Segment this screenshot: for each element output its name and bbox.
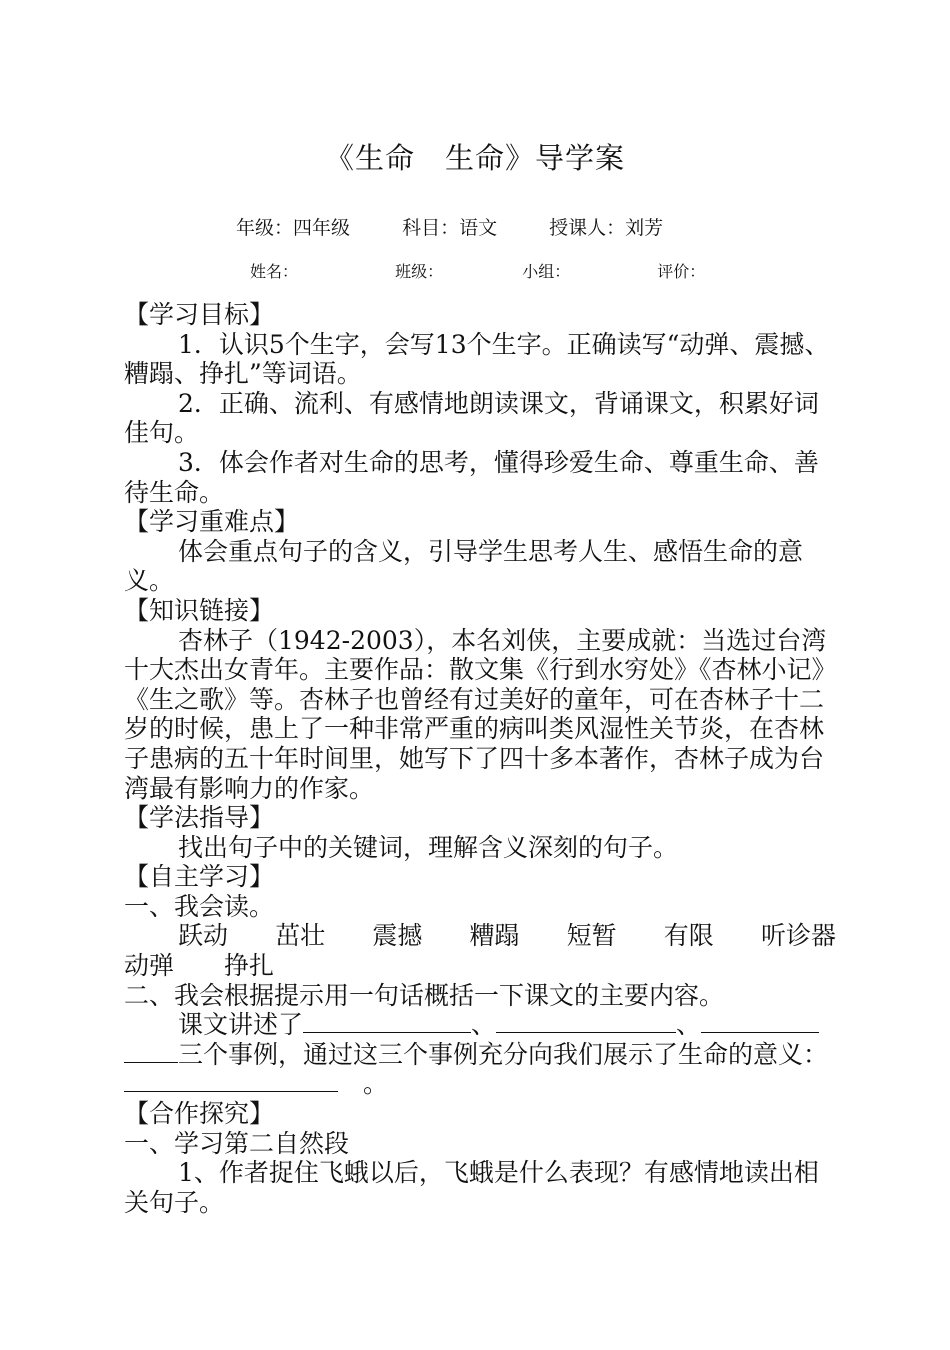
vocab-word: 听诊器	[760, 921, 836, 951]
vocab-word: 动弹	[124, 951, 175, 981]
student-fields	[250, 259, 705, 282]
fill-in-exercise	[124, 1010, 836, 1099]
vocab-word: 震撼	[372, 921, 423, 951]
teacher-label: 授课人：刘芳	[549, 217, 664, 239]
subject-label: 科目：语文	[402, 217, 498, 239]
self-study-question-1: 一、我会读。	[124, 891, 275, 921]
vocab-word: 糟蹋	[469, 921, 520, 951]
knowledge-link-heading: 【知识链接】	[124, 595, 275, 625]
goals-heading: 【学习目标】	[124, 300, 275, 329]
cooperative-heading: 【合作探究】	[124, 1099, 275, 1129]
vocab-word: 挣扎	[223, 951, 274, 981]
group-field-label: 小组：	[522, 262, 571, 281]
grade-label: 年级：四年级	[236, 217, 351, 239]
vocab-word: 短暂	[566, 921, 617, 951]
answer-blank[interactable]	[124, 1040, 178, 1063]
answer-blank[interactable]	[303, 1010, 471, 1033]
cooperative-subquestion: 1、作者捉住飞蛾以后，飞蛾是什么表现？有感情地读出相关句子。	[124, 1158, 819, 1217]
vocab-word: 茁壮	[275, 921, 326, 951]
key-points-heading: 【学习重难点】	[124, 507, 300, 537]
goal-item: 3．体会作者对生命的思考，懂得珍爱生命、尊重生命、善待生命。	[124, 447, 819, 507]
vocab-row	[124, 951, 836, 981]
self-study-heading: 【自主学习】	[124, 862, 275, 892]
class-field-label: 班级：	[395, 262, 444, 281]
fill-text: 课文讲述了	[178, 1010, 304, 1040]
vocab-row	[124, 921, 836, 951]
goal-item: 1．认识5个生字，会写13个生字。正确读写“动弹、震撼、糟蹋、挣扎”等词语。	[124, 329, 830, 389]
meta-line	[236, 213, 663, 240]
method-heading: 【学法指导】	[124, 803, 275, 833]
document-body	[124, 300, 836, 1217]
cooperative-question-1: 一、学习第二自然段	[124, 1128, 350, 1158]
evaluation-field-label: 评价：	[657, 262, 706, 281]
vocab-word: 跃动	[178, 921, 229, 951]
name-field-label: 姓名：	[250, 262, 299, 281]
page-title: 《生命 生命》导学案	[324, 141, 625, 175]
key-points-text: 体会重点句子的含义，引导学生思考人生、感悟生命的意义。	[124, 536, 804, 596]
fill-separator: 、	[471, 1010, 497, 1040]
method-text: 找出句子中的关键词，理解含义深刻的句子。	[178, 832, 679, 862]
fill-end: 。	[363, 1069, 389, 1099]
self-study-question-2: 二、我会根据提示用一句话概括一下课文的主要内容。	[124, 980, 725, 1010]
fill-separator: 、	[676, 1010, 702, 1040]
fill-text: 三个事例，通过这三个事例充分向我们展示了生命的意义：	[178, 1039, 829, 1069]
answer-blank[interactable]	[701, 1010, 819, 1033]
answer-blank[interactable]	[496, 1010, 676, 1033]
knowledge-link-text: 杏林子（1942-2003），本名刘侠，主要成就：当选过台湾十大杰出女青年。主要作品：散文集《行到水穷处》《杏林小记》《生之歌》等。杏林子也曾经有过美好的童年，可在杏林子十二岁的时候，患上了一种非常严重的病叫类风湿性关节炎，在杏林子患病的五十年时间里，她写下了四十多本著作，杏林子成为台湾最有影响力的作家。	[124, 625, 827, 803]
goal-item: 2．正确、流利、有感情地朗读课文，背诵课文，积累好词佳句。	[124, 388, 819, 448]
answer-blank[interactable]	[124, 1069, 338, 1092]
vocab-word: 有限	[663, 921, 714, 951]
